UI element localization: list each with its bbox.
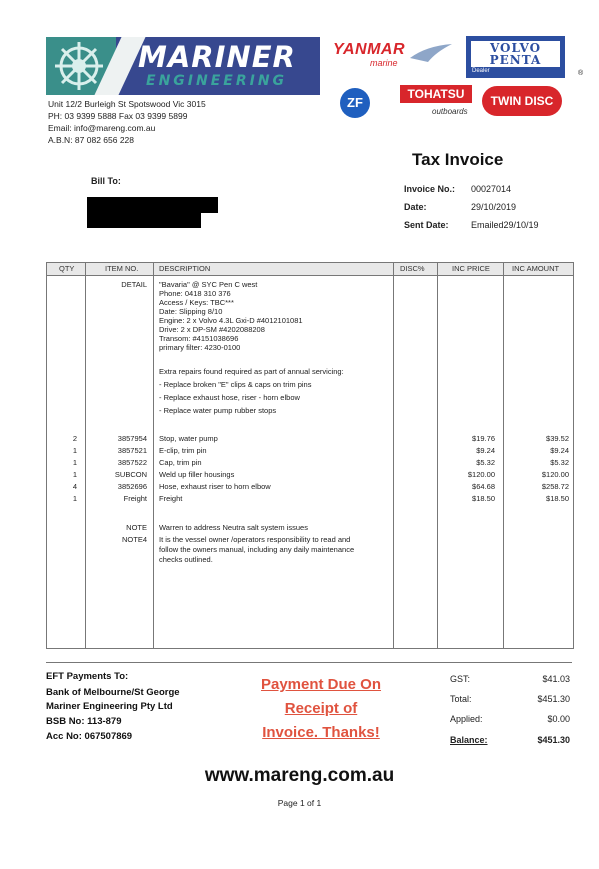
payment-message-line: Receipt of — [284, 700, 358, 717]
logo-word: MARINER — [138, 40, 296, 74]
gst-value: $41.03 — [542, 674, 570, 684]
sent-date-value: Emailed29/10/19 — [471, 220, 539, 230]
detail-line: Access / Keys: TBC*** — [159, 298, 234, 307]
column-divider — [503, 263, 504, 648]
repair-line: - Replace exhaust hose, riser - horn elbow — [159, 393, 300, 402]
yanmar-sub: marine — [370, 58, 398, 68]
header-description: DESCRIPTION — [159, 264, 211, 273]
row-description: Weld up filler housings — [159, 470, 235, 479]
header-inc-price: INC PRICE — [452, 264, 490, 273]
balance-value: $451.30 — [537, 735, 570, 745]
row-description: Cap, trim pin — [159, 458, 202, 467]
gst-label: GST: — [450, 674, 471, 684]
detail-line: "Bavaria" @ SYC Pen C west — [159, 280, 258, 289]
payment-message-line: Invoice. Thanks! — [262, 724, 380, 741]
eft-bsb: BSB No: 113-879 — [46, 716, 122, 727]
zf-logo: ZF — [340, 88, 370, 118]
row-price: $5.32 — [476, 458, 495, 467]
sent-date-label: Sent Date: — [404, 220, 449, 230]
items-table — [46, 262, 574, 649]
row-description: Hose, exhaust riser to horn elbow — [159, 482, 271, 491]
date-value: 29/10/2019 — [471, 202, 517, 212]
column-divider — [437, 263, 438, 648]
date-label: Date: — [404, 202, 427, 212]
row-qty: 1 — [72, 470, 77, 479]
volvo-penta-logo — [466, 36, 565, 78]
company-email: Email: info@mareng.com.au — [48, 123, 156, 133]
row-item-no: 3857522 — [117, 458, 147, 467]
note4-item: NOTE4 — [121, 535, 147, 544]
row-price: $120.00 — [467, 470, 495, 479]
row-price: $9.24 — [476, 446, 495, 455]
eft-account-number: Acc No: 067507869 — [46, 731, 133, 742]
company-phone: PH: 03 9399 5888 Fax 03 9399 5899 — [48, 111, 188, 121]
header-item-no: ITEM NO. — [105, 264, 139, 273]
row-amount: $18.50 — [546, 494, 569, 503]
total-value: $451.30 — [537, 694, 570, 704]
balance-label: Balance: — [450, 735, 488, 745]
note-text: Warren to address Neutra salt system issues — [159, 523, 308, 532]
row-price: $19.76 — [472, 434, 495, 443]
page-number: Page 1 of 1 — [277, 798, 322, 808]
payment-message-line: Payment Due On — [260, 676, 382, 693]
volvo-penta-wordmark — [471, 41, 560, 67]
redaction-block — [87, 210, 201, 228]
row-description: E-clip, trim pin — [159, 446, 207, 455]
repair-line: - Replace water pump rubber stops — [159, 406, 277, 415]
twin-disc-logo: TWIN DISC — [482, 86, 562, 116]
row-amount: $120.00 — [541, 470, 569, 479]
tohatsu-logo: TOHATSU — [400, 85, 472, 103]
company-website: www.mareng.com.au — [204, 765, 395, 786]
company-address: Unit 12/2 Burleigh St Spotswood Vic 3015 — [48, 99, 206, 109]
applied-label: Applied: — [450, 714, 483, 724]
column-divider — [85, 263, 86, 648]
row-price: $64.68 — [472, 482, 495, 491]
repair-intro: Extra repairs found required as part of annual servicing: — [159, 367, 344, 376]
mariner-engineering-logo — [46, 37, 320, 95]
row-qty: 1 — [72, 458, 77, 467]
row-amount: $9.24 — [550, 446, 569, 455]
applied-value: $0.00 — [547, 714, 570, 724]
trademark-mark: ® — [578, 70, 584, 77]
penta-text: PENTA — [489, 53, 542, 67]
row-item-no: 3852696 — [117, 482, 147, 491]
detail-line: Transom: #4151038696 — [159, 334, 239, 343]
bill-to-label: Bill To: — [91, 176, 121, 186]
repair-line: - Replace broken "E" clips & caps on trim pins — [159, 380, 312, 389]
row-description: Stop, water pump — [159, 434, 218, 443]
detail-line: Date: Slipping 8/10 — [159, 307, 223, 316]
header-inc-amount: INC AMOUNT — [512, 264, 560, 273]
row-description: Freight — [159, 494, 183, 503]
tohatsu-sub: outboards — [432, 107, 468, 116]
logo-subword: ENGINEERING — [146, 73, 288, 89]
row-qty: 2 — [72, 434, 77, 443]
total-label: Total: — [450, 694, 472, 704]
row-qty: 1 — [72, 494, 77, 503]
yanmar-logo: YANMAR — [333, 41, 406, 58]
row-item-no: 3857521 — [117, 446, 147, 455]
row-qty: 4 — [72, 482, 77, 491]
header-disc: DISC% — [400, 264, 425, 273]
detail-line: Phone: 0418 310 376 — [159, 289, 231, 298]
row-amount: $39.52 — [546, 434, 569, 443]
column-divider — [393, 263, 394, 648]
row-amount: $5.32 — [550, 458, 569, 467]
note-item: NOTE — [126, 523, 147, 532]
eft-account-name: Mariner Engineering Pty Ltd — [46, 701, 173, 712]
invoice-no-label: Invoice No.: — [404, 184, 456, 194]
detail-line: Drive: 2 x DP-SM #4202088208 — [159, 325, 265, 334]
note4-line: It is the vessel owner /operators responsibility to read and — [159, 535, 351, 544]
header-qty: QTY — [59, 264, 75, 273]
invoice-title: Tax Invoice — [412, 150, 504, 169]
eft-bank: Bank of Melbourne/St George — [46, 687, 180, 698]
volvo-text: VOLVO — [489, 41, 542, 55]
note4-line: checks outlined. — [159, 555, 213, 564]
row-qty: 1 — [72, 446, 77, 455]
dealer-text: Dealer — [472, 68, 490, 74]
eft-heading: EFT Payments To: — [46, 671, 129, 682]
detail-line: Engine: 2 x Volvo 4.3L Gxi-D #4012101081 — [159, 316, 303, 325]
row-item-no: SUBCON — [114, 470, 147, 479]
detail-item: DETAIL — [121, 280, 147, 289]
row-price: $18.50 — [472, 494, 495, 503]
invoice-no-value: 00027014 — [471, 184, 512, 194]
row-item-no: 3857954 — [117, 434, 147, 443]
column-divider — [153, 263, 154, 648]
note4-line: follow the owners manual, including any daily maintenance — [159, 545, 355, 554]
bird-icon — [408, 42, 454, 64]
company-abn: A.B.N: 87 082 656 228 — [48, 135, 135, 145]
row-amount: $258.72 — [541, 482, 569, 491]
row-item-no: Freight — [123, 494, 147, 503]
detail-line: primary filter: 4230-0100 — [159, 343, 241, 352]
